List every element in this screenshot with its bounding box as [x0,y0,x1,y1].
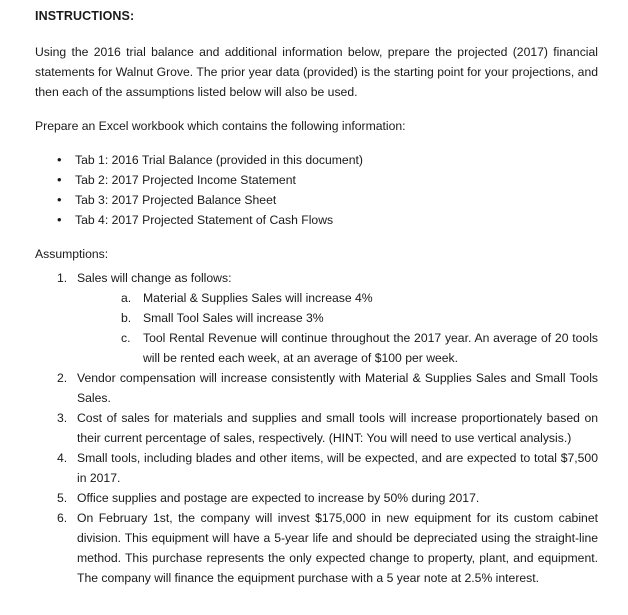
item-text: Office supplies and postage are expected to increase by 50% during 2017. [77,491,480,505]
item-text: Vendor compensation will increase consistently with Material & Supplies Sales and Small Tools Sales. [77,371,598,405]
list-item [57,448,598,488]
tab-text: Tab 1: 2016 Trial Balance (provided in this document) [75,153,363,167]
list-item [57,368,598,408]
intro-paragraph: Using the 2016 trial balance and additional information below, prepare the projected (2017) financial statements for Walnut Grove. The prior year data (provided) is the starting point for your projections, and then each of the assumptions listed below will also be used. [35,45,598,99]
list-item [121,288,598,308]
item-number: 5. [57,491,68,505]
bullet-icon: • [57,192,62,207]
list-item [121,308,598,328]
tab-text: Tab 2: 2017 Projected Income Statement [75,173,296,187]
item-text: Cost of sales for materials and supplies and small tools will increase proportionately based on their current percentage of sales, respectively. (HINT: You will need to use vertical analysis.) [77,411,598,445]
list-item [57,408,598,448]
sub-item-letter: c. [121,331,131,345]
bullet-icon: • [57,152,62,167]
list-item [57,508,598,588]
bullet-icon: • [57,212,62,227]
sales-sublist [77,288,598,368]
assumptions-heading: Assumptions: [35,247,109,261]
list-item [55,170,598,190]
list-item [57,268,598,368]
list-item [55,150,598,170]
list-item [121,328,598,368]
list-item [57,488,598,508]
sub-item-text: Tool Rental Revenue will continue throughout the 2017 year. An average of 20 tools will be rented each week, at an average of $100 per week. [143,331,598,365]
workbook-intro-paragraph: Prepare an Excel workbook which contains the following information: [35,119,406,133]
tab-text: Tab 4: 2017 Projected Statement of Cash Flows [75,213,334,227]
item-number: 2. [57,371,68,385]
item-number: 3. [57,411,68,425]
item-number: 1. [57,271,68,285]
tab-text: Tab 3: 2017 Projected Balance Sheet [75,193,277,207]
instructions-heading: INSTRUCTIONS: [35,9,135,23]
assumptions-list [35,268,598,588]
list-item [55,190,598,210]
bullet-icon: • [57,172,62,187]
list-item [55,210,598,230]
sub-item-letter: a. [121,291,132,305]
item-number: 6. [57,511,68,525]
item-text: Sales will change as follows: [77,271,232,285]
sub-item-text: Small Tool Sales will increase 3% [143,311,324,325]
item-text: Small tools, including blades and other items, will be expected, and are expected to total $7,500 in 2017. [77,451,598,485]
item-text: On February 1st, the company will invest $175,000 in new equipment for its custom cabinet division. This equipment will have a 5-year life and should be depreciated using the straight-line method. This purchase represents the only expected change to property, plant, and equipment. The company will finance the equipment purchase with a 5 year note at 2.5% interest. [77,511,598,585]
item-number: 4. [57,451,68,465]
tabs-list [35,150,598,230]
sub-item-text: Material & Supplies Sales will increase 4% [143,291,373,305]
sub-item-letter: b. [121,311,132,325]
